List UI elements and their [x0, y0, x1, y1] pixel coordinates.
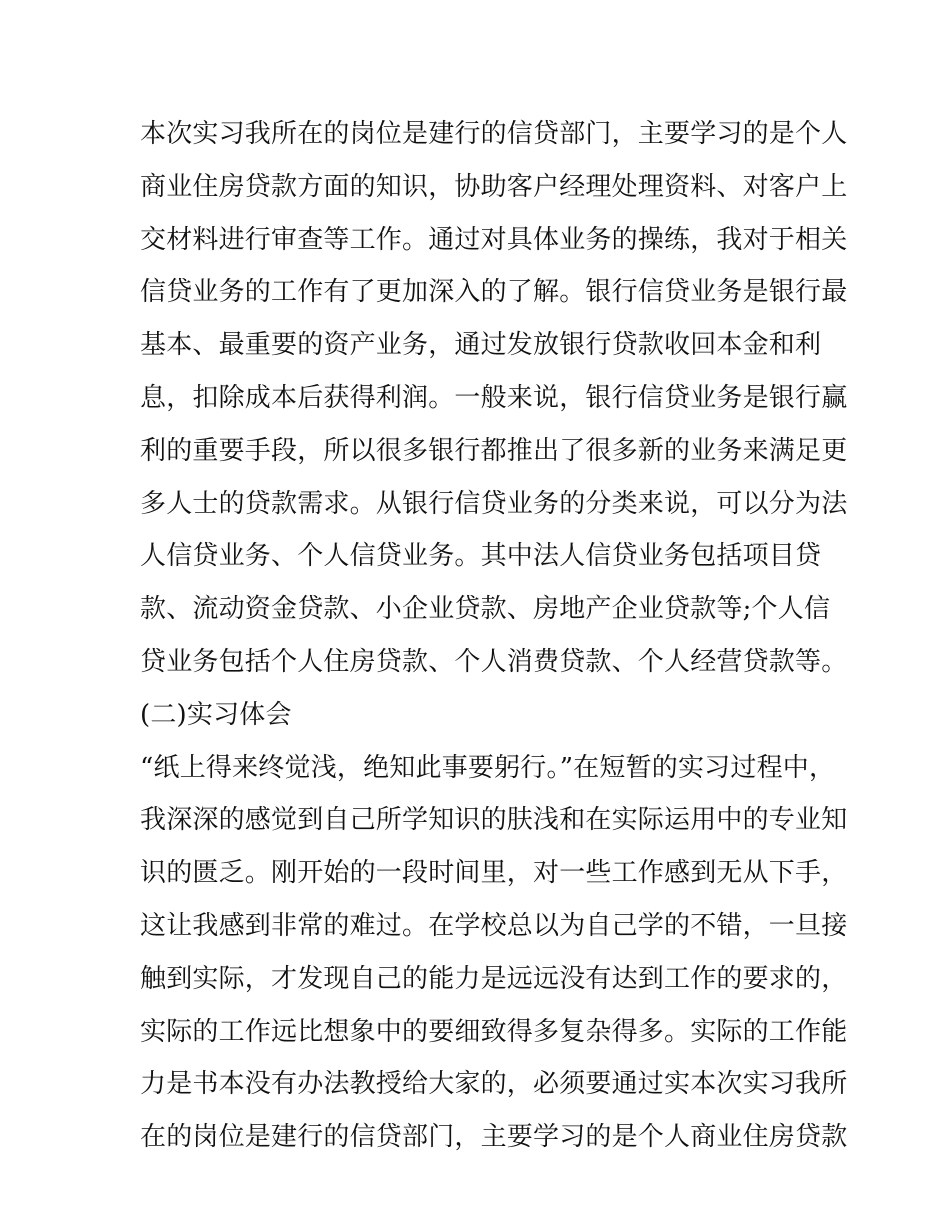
- text-line-4: 信贷业务的工作有了更加深入的了解。银行信贷业务是银行最: [140, 277, 848, 308]
- text-line-9: 人信贷业务、个人信贷业务。其中法人信贷业务包括项目贷: [140, 541, 822, 572]
- text-line-13: “纸上得来终觉浅，绝知此事要躬行。”在短暂的实习过程中，: [140, 752, 836, 783]
- text-line-8: 多人士的贷款需求。从银行信贷业务的分类来说，可以分为法: [140, 488, 848, 519]
- text-line-7: 利的重要手段，所以很多银行都推出了很多新的业务来满足更: [140, 435, 848, 466]
- text-line-3: 交材料进行审查等工作。通过对具体业务的操练，我对于相关: [140, 224, 848, 255]
- text-line-19: 力是书本没有办法教授给大家的，必须要通过实本次实习我所: [140, 1069, 848, 1100]
- text-line-5: 基本、最重要的资产业务，通过发放银行贷款收回本金和利: [140, 330, 822, 361]
- text-line-20: 在的岗位是建行的信贷部门，主要学习的是个人商业住房贷款: [140, 1122, 848, 1153]
- text-line-6: 息，扣除成本后获得利润。一般来说，银行信贷业务是银行赢: [140, 382, 848, 413]
- body-text: [140, 108, 848, 1164]
- section-heading: (二)实习体会: [140, 699, 292, 730]
- text-line-17: 触到实际，才发现自己的能力是远远没有达到工作的要求的，: [140, 963, 848, 994]
- text-line-1: 本次实习我所在的岗位是建行的信贷部门，主要学习的是个人: [140, 119, 848, 149]
- text-line-11: 贷业务包括个人住房贷款、个人消费贷款、个人经营贷款等。: [140, 646, 848, 677]
- text-line-15: 识的匮乏。刚开始的一段时间里，对一些工作感到无从下手，: [140, 858, 848, 889]
- text-line-10: 款、流动资金贷款、小企业贷款、房地产企业贷款等;个人信: [140, 594, 831, 625]
- text-line-2: 商业住房贷款方面的知识，协助客户经理处理资料、对客户上: [140, 171, 848, 202]
- text-line-16: 这让我感到非常的难过。在学校总以为自己学的不错，一旦接: [140, 910, 848, 941]
- text-line-18: 实际的工作远比想象中的要细致得多复杂得多。实际的工作能: [140, 1016, 848, 1047]
- text-line-14: 我深深的感觉到自己所学知识的肤浅和在实际运用中的专业知: [140, 805, 848, 836]
